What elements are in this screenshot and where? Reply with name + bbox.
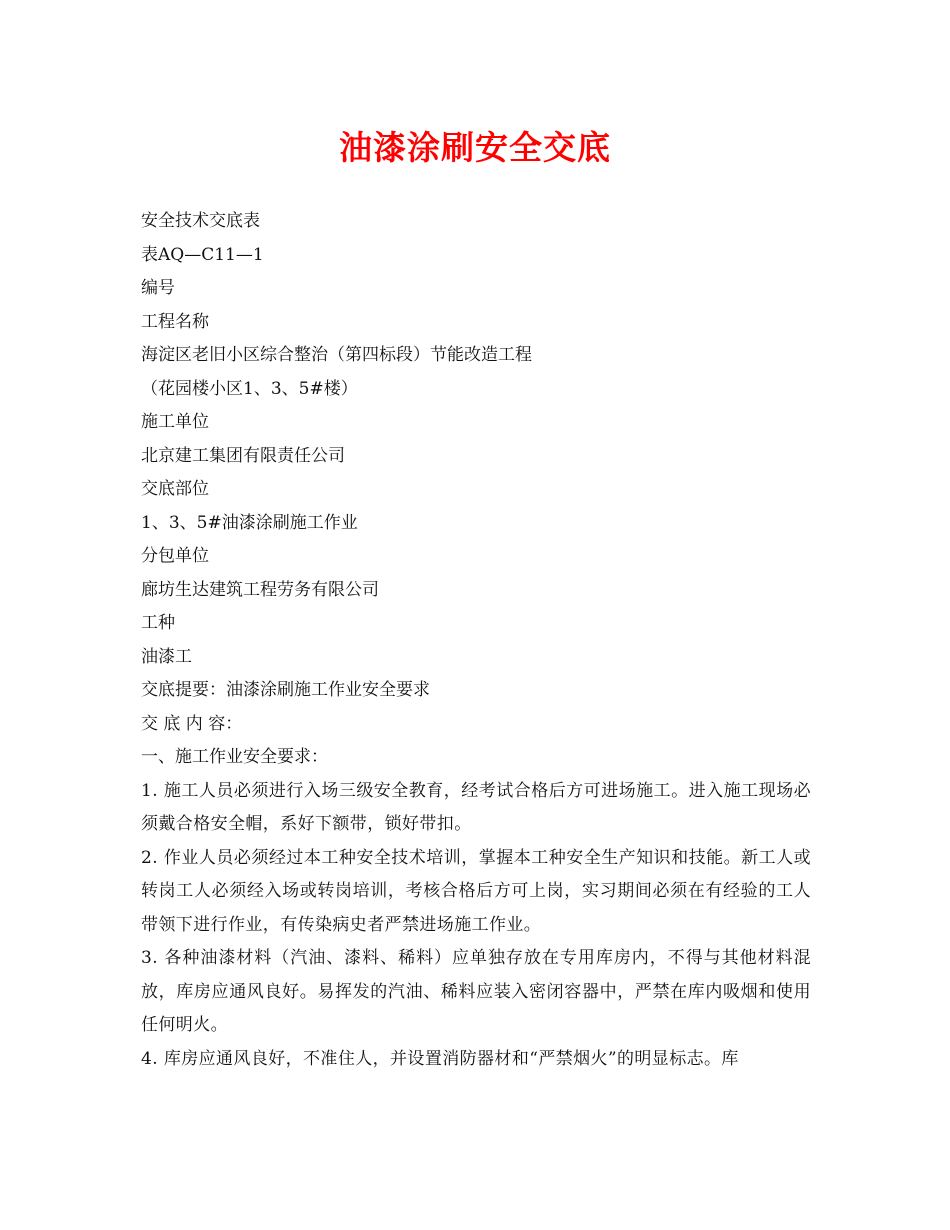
- field-label-number: 编号: [141, 278, 175, 298]
- section-heading: 一、施工作业安全要求：: [141, 747, 328, 767]
- field-label-project-name: 工程名称: [141, 311, 209, 332]
- field-value-disclosure-part: 1、3、5#油漆涂刷施工作业: [141, 512, 358, 533]
- document-body: [141, 205, 811, 1076]
- disclosure-summary: 交底提要：油漆涂刷施工作业安全要求: [141, 680, 430, 700]
- field-value-trade: 油漆工: [141, 646, 192, 667]
- requirement-paragraph: 1. 施工人员必须进行入场三级安全教育，经考试合格后方可进场施工。进入施工现场必须戴合格安全帽，系好下额带，锁好带扣。: [141, 780, 811, 834]
- document-title: 油漆涂刷安全交底: [339, 128, 611, 167]
- requirement-paragraph: 2. 作业人员必须经过本工种安全技术培训，掌握本工种安全生产知识和技能。新工人或转岗工人必须经入场或转岗培训，考核合格后方可上岗，实习期间必须在有经验的工人带领下进行作业，有传染病史者严禁进场施工作业。: [141, 847, 811, 935]
- requirement-paragraph: 4. 库房应通风良好，不准住人，并设置消防器材和“严禁烟火”的明显标志。库: [141, 1048, 739, 1069]
- field-label-disclosure-part: 交底部位: [141, 479, 209, 499]
- form-code: 表AQ—C11—1: [141, 244, 264, 265]
- field-label-subcontractor: 分包单位: [141, 546, 209, 566]
- field-label-construction-unit: 施工单位: [141, 412, 209, 432]
- field-value-project-name: 海淀区老旧小区综合整治（第四标段）节能改造工程: [141, 345, 532, 365]
- field-value-project-scope: （花园楼小区1、3、5#楼）: [141, 378, 358, 399]
- field-value-construction-unit: 北京建工集团有限责任公司: [141, 445, 345, 466]
- disclosure-content-heading: 交 底 内 容：: [141, 713, 243, 734]
- field-label-trade: 工种: [141, 613, 175, 633]
- requirement-paragraph: 3. 各种油漆材料（汽油、漆料、稀料）应单独存放在专用库房内，不得与其他材料混放，库房应通风良好。易挥发的汽油、稀料应装入密闭容器中，严禁在库内吸烟和使用任何明火。: [141, 948, 811, 1035]
- form-name: 安全技术交底表: [141, 211, 260, 231]
- field-value-subcontractor: 廊坊生达建筑工程劳务有限公司: [141, 579, 379, 600]
